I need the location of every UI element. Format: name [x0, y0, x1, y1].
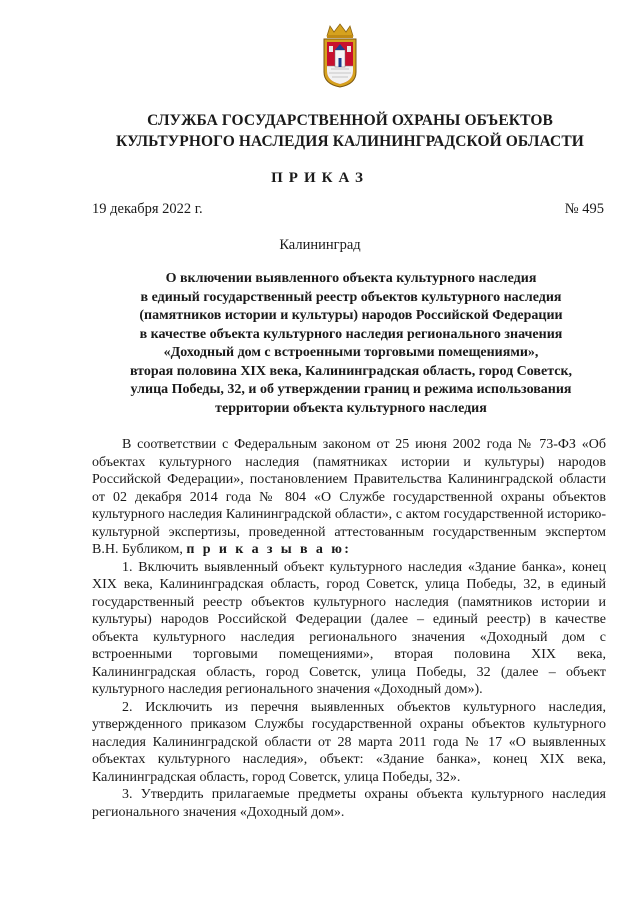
preamble-paragraph: [92, 436, 606, 559]
subject-line: территории объекта культурного наследия: [215, 400, 487, 416]
subject-line: в единый государственный реестр объектов культурного наследия: [140, 289, 562, 305]
subject-line: О включении выявленного объекта культурного наследия: [165, 271, 537, 286]
order-body: [92, 436, 606, 821]
organization-name: [60, 110, 640, 152]
document-type: ПРИКАЗ: [271, 170, 369, 186]
subject-line: «Доходный дом с встроенными торговыми помещениями»,: [163, 345, 539, 360]
coat-of-arms-icon: [321, 22, 359, 88]
preamble-text: В соответствии с Федеральным законом от 25 июня 2002 года № 73-ФЗ «Об объектах культурного наследия (памятниках истории и культуры) народов Российской Федерации», постановлением Правительства Калининградской области от 02 декабря 2014 года № 804 «О Службе государственной охраны объектов культурного наследия Калининградской области», с актом государственной историко-культурной экспертизы, проведенной аттестованным государственным экспертом В.Н. Бубликом,: [92, 437, 606, 557]
document-date: 19 декабря 2022 г.: [92, 201, 203, 217]
organization-name-line-1: СЛУЖБА ГОСУДАРСТВЕННОЙ ОХРАНЫ ОБЪЕКТОВ: [147, 112, 553, 129]
document-number: № 495: [564, 201, 604, 217]
order-word: п р и к а з ы в а ю:: [186, 542, 352, 557]
document-city: Калининград: [279, 237, 361, 253]
order-item-2: 2. Исключить из перечня выявленных объектов культурного наследия, утвержденного приказом Службы государственной охраны объектов культурного наследия Калининградской области от 28 марта 2011 года № 17 «О выявленных объектах культурного наследия», объект: «Здание банка», конец XIX века, Калининградская область, город Советск, улица Победы, 32».: [92, 699, 606, 785]
order-item-3: 3. Утвердить прилагаемые предметы охраны объекта культурного наследия регионального значения «Доходный дом».: [92, 787, 606, 820]
subject-line: улица Победы, 32, и об утверждении границ и режима использования: [130, 382, 572, 397]
order-subject: [92, 270, 610, 418]
subject-line: (памятников истории и культуры) народов Российской Федерации: [139, 308, 563, 323]
subject-line: в качестве объекта культурного наследия регионального значения: [139, 326, 563, 342]
order-item-1: 1. Включить выявленный объект культурного наследия «Здание банка», конец XIX века, Калининградская область, город Советск, улица Победы, 32, в единый государственный реестр объектов культурного наследия (памятников истории и культуры) народов Российской Федерации (далее – единый реестр) в качестве объекта культурного наследия регионального значения «Доходный дом с встроенными торговыми помещениями», вторая половина XIX века, Калининградская область, город Советск, улица Победы, 32 (далее – объект культурного наследия регионального значения «Доходный дом»).: [92, 559, 606, 697]
subject-line: вторая половина XIX века, Калининградская область, город Советск,: [129, 363, 573, 379]
organization-name-line-2: КУЛЬТУРНОГО НАСЛЕДИЯ КАЛИНИНГРАДСКОЙ ОБЛАСТИ: [116, 133, 584, 150]
